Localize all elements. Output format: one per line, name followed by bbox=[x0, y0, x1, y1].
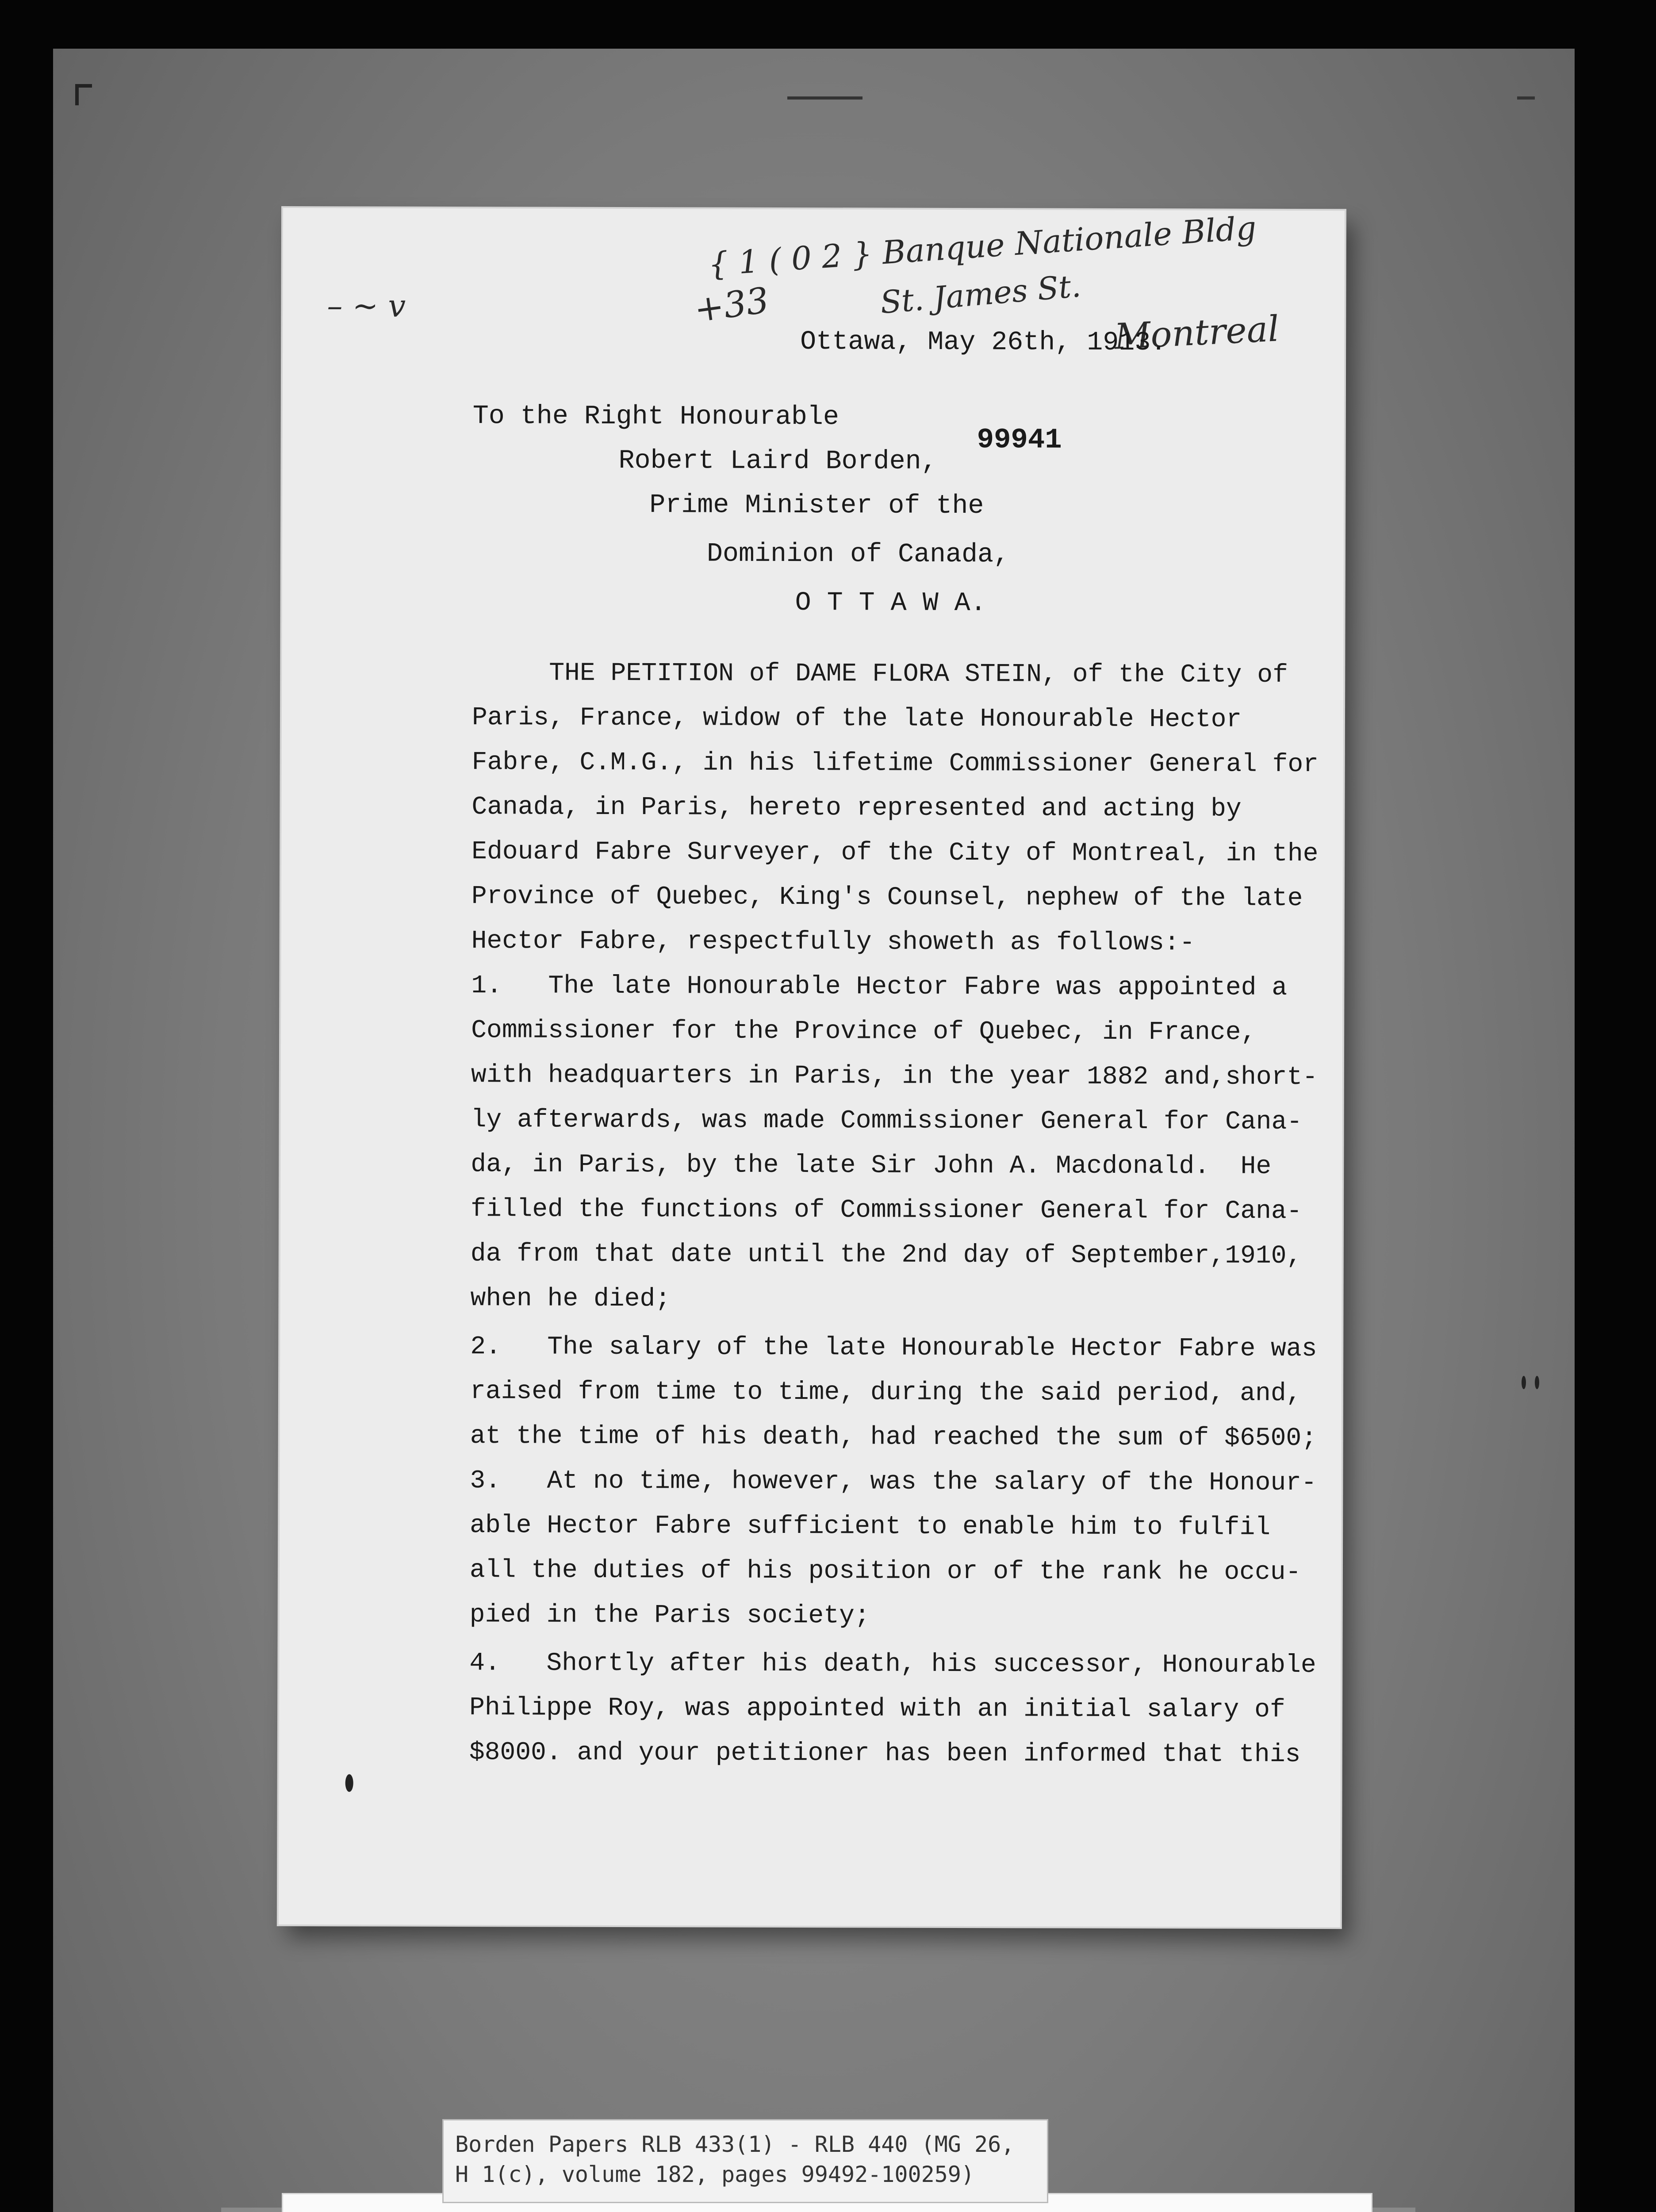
registration-dash-mark bbox=[787, 96, 862, 100]
ink-speck bbox=[1522, 1376, 1526, 1389]
body-line: Edouard Fabre Surveyer, of the City of Montreal, in the bbox=[472, 837, 1319, 869]
body-line: 1. The late Honourable Hector Fabre was appointed a bbox=[471, 972, 1288, 1002]
petition-body bbox=[469, 651, 1319, 1777]
body-line: Canada, in Paris, hereto represented and acting by bbox=[472, 793, 1242, 824]
address-line-5: O T T A W A. bbox=[795, 588, 986, 619]
address-line-2: Robert Laird Borden, bbox=[618, 445, 937, 477]
catalog-label-line-1: Borden Papers RLB 433(1) - RLB 440 (MG 26, bbox=[455, 2131, 1015, 2157]
body-line: da, in Paris, by the late Sir John A. Macdonald. He bbox=[471, 1150, 1272, 1181]
handwritten-reference: +33 bbox=[691, 279, 771, 330]
handwritten-mark-top-left: – ~ v bbox=[327, 288, 406, 324]
address-line-4: Dominion of Canada, bbox=[706, 539, 1010, 570]
body-line: 3. At no time, however, was the salary of the Honour- bbox=[470, 1467, 1317, 1498]
body-line: filled the functions of Commissioner General for Cana- bbox=[470, 1195, 1302, 1226]
body-line: 4. Shortly after his death, his successor, Honourable bbox=[469, 1649, 1316, 1680]
catalog-label-line-2: H 1(c), volume 182, pages 99492-100259) bbox=[455, 2162, 974, 2187]
registration-dash-mark bbox=[1517, 96, 1535, 100]
handwritten-address-line-2: St. James St. bbox=[878, 268, 1082, 321]
body-line: at the time of his death, had reached the sum of $6500; bbox=[470, 1422, 1317, 1453]
body-line: $8000. and your petitioner has been informed that this bbox=[469, 1738, 1301, 1770]
body-line: Paris, France, widow of the late Honourable Hector bbox=[472, 703, 1242, 734]
petition-page bbox=[279, 208, 1345, 1927]
body-line: THE PETITION of DAME FLORA STEIN, of the City of bbox=[472, 659, 1288, 690]
body-line: able Hector Fabre sufficient to enable him to fulfil bbox=[470, 1511, 1271, 1542]
body-line: all the duties of his position or of the rank he occu- bbox=[469, 1556, 1301, 1587]
body-line: Fabre, C.M.G., in his lifetime Commissioner General for bbox=[472, 748, 1319, 780]
body-line: when he died; bbox=[470, 1284, 671, 1314]
date-line: Ottawa, May 26th, 1913. bbox=[800, 327, 1167, 358]
document-number: 99941 bbox=[977, 424, 1062, 457]
body-line: raised from time to time, during the said period, and, bbox=[470, 1377, 1302, 1409]
handwritten-address-line-1: { 1 ( 0 2 } Banque Nationale Bldg bbox=[707, 209, 1257, 283]
body-line: 2. The salary of the late Honourable Hector Fabre was bbox=[470, 1333, 1317, 1364]
body-line: Philippe Roy, was appointed with an initial salary of bbox=[469, 1694, 1285, 1724]
ink-speck bbox=[345, 1774, 353, 1792]
catalog-label bbox=[442, 2119, 1048, 2203]
body-line: with headquarters in Paris, in the year 1882 and,short- bbox=[471, 1061, 1318, 1092]
body-line: pied in the Paris society; bbox=[469, 1601, 870, 1631]
body-line: da from that date until the 2nd day of September,1910, bbox=[470, 1240, 1302, 1271]
body-line: ly afterwards, was made Commissioner General for Cana- bbox=[471, 1106, 1303, 1137]
ink-speck bbox=[1535, 1376, 1539, 1389]
address-line-3: Prime Minister of the bbox=[649, 490, 984, 522]
registration-corner-mark bbox=[75, 84, 92, 105]
handwritten-address-line-3: Montreal bbox=[1113, 308, 1280, 357]
address-line-1: To the Right Honourable bbox=[472, 401, 839, 433]
body-line: Hector Fabre, respectfully showeth as follows:- bbox=[471, 927, 1195, 958]
body-line: Province of Quebec, King's Counsel, nephew of the late bbox=[471, 882, 1303, 914]
body-line: Commissioner for the Province of Quebec, in France, bbox=[471, 1016, 1257, 1047]
